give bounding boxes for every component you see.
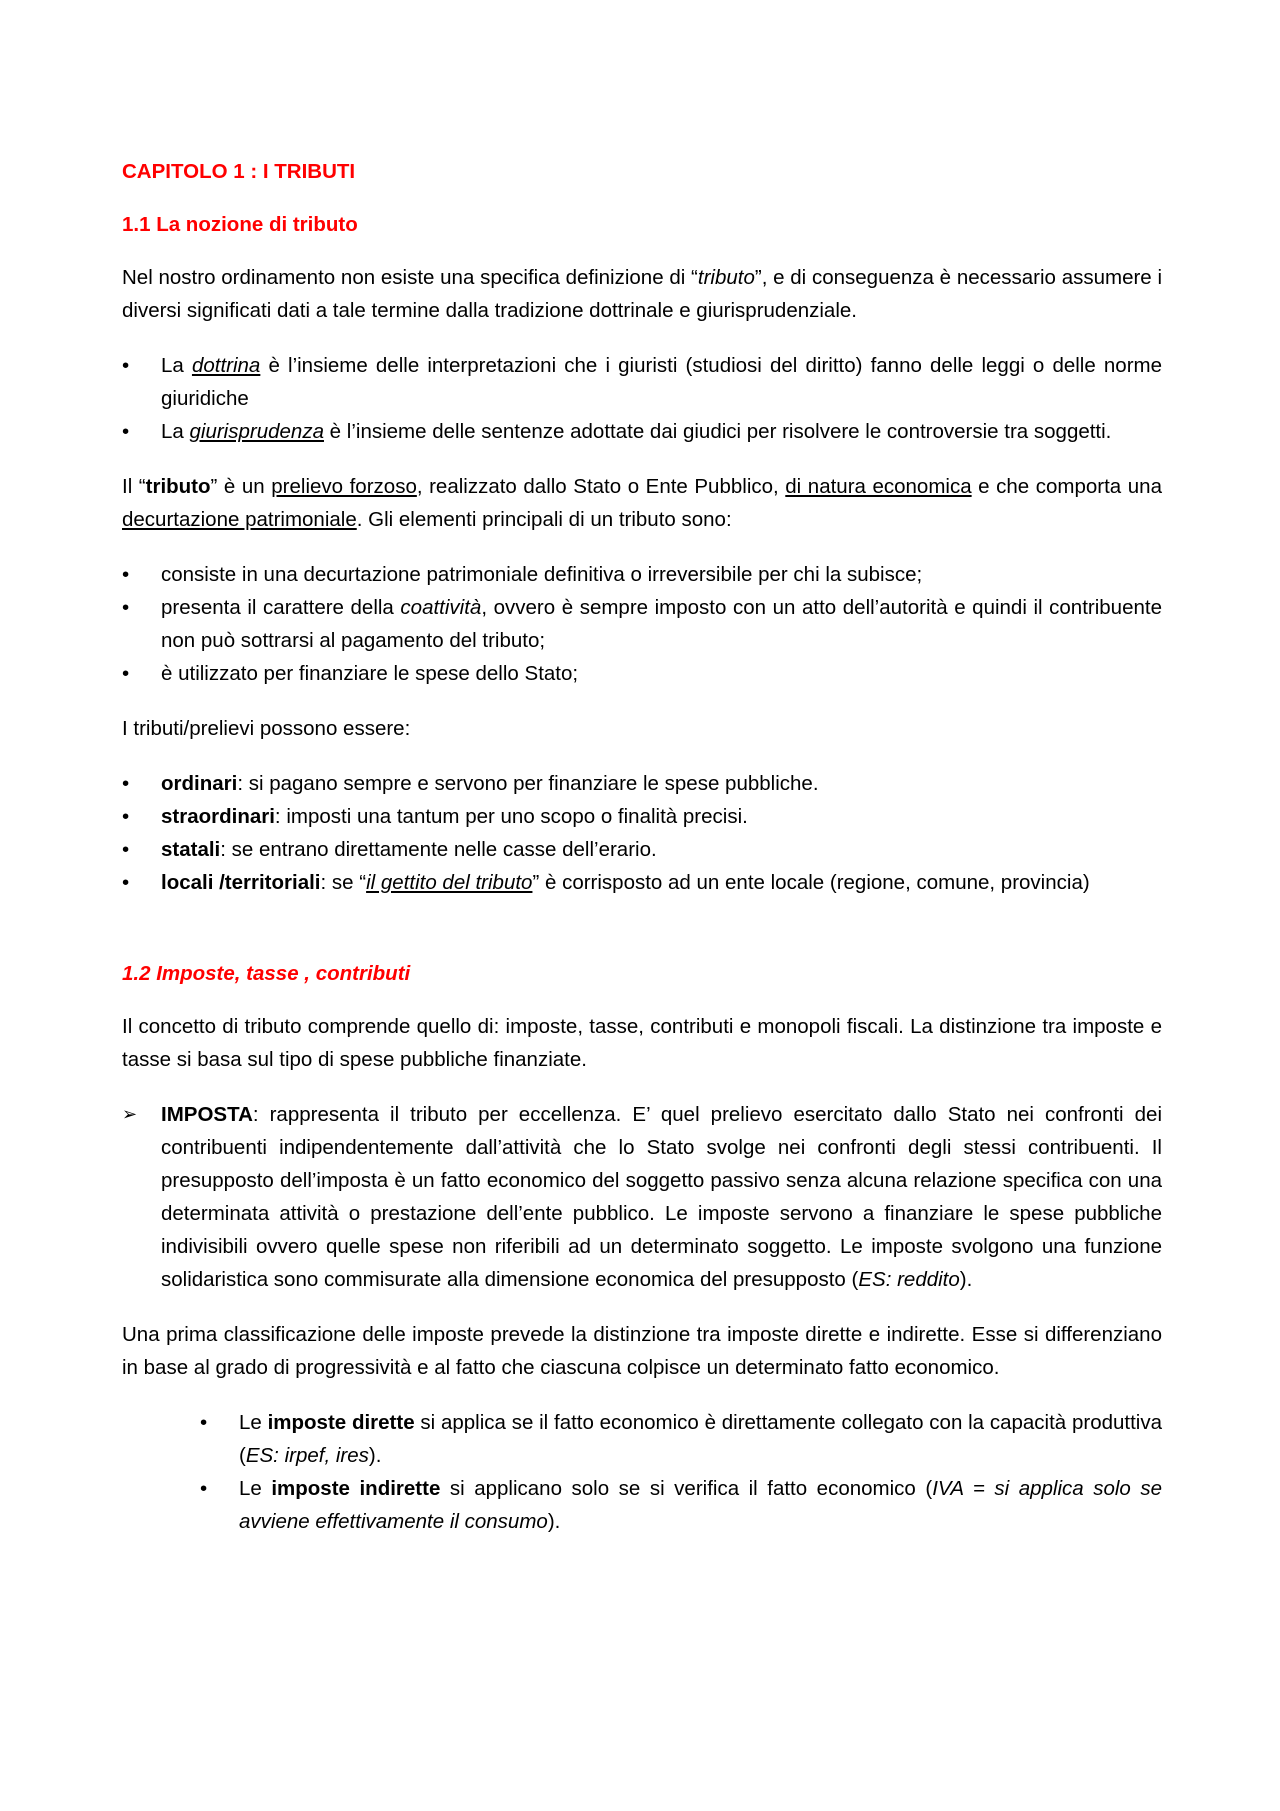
section-heading-1-2: 1.2 Imposte, tasse , contributi [122, 962, 411, 985]
types-list [122, 767, 1162, 899]
paragraph-classification: Una prima classificazione delle imposte prevede la distinzione tra imposte dirette e indirette. Esse si differenziano in base al grado di progressività e al fatto che ciascuna colpisce un determinato fatto economico. [122, 1323, 1162, 1379]
paragraph-types-intro: I tributi/prelievi possono essere: [122, 717, 411, 740]
list-item: • Le imposte dirette si applica se il fatto economico è direttamente collegato con la capacità produttiva (ES: irpef, ires). [200, 1411, 1162, 1467]
list-item: • La giurisprudenza è l’insieme delle sentenze adottate dai giudici per risolvere le controversie tra soggetti. [122, 420, 1112, 443]
arrow-bullet-icon: ➢ [122, 1104, 138, 1124]
list-item: • straordinari: imposti una tantum per uno scopo o finalità precisi. [122, 805, 748, 828]
list-item: • ordinari: si pagano sempre e servono per finanziare le spese pubbliche. [122, 772, 819, 795]
list-item: • La dottrina è l’insieme delle interpretazioni che i giuristi (studiosi del diritto) fanno delle leggi o delle norme giuridiche [122, 354, 1163, 410]
paragraph-tributo-definition: Il “tributo” è un prelievo forzoso, realizzato dallo Stato o Ente Pubblico, di natura economica e che comporta una decurtazione patrimoniale. Gli elementi principali di un tributo sono: [122, 475, 1162, 531]
imposta-list [122, 1098, 1162, 1296]
list-item: ➢ IMPOSTA: rappresenta il tributo per eccellenza. E’ quel prelievo esercitato dallo Stato nei confronti dei contribuenti indipendentemente dall’attività che lo Stato svolge nei confronti degli stessi contribuenti. Il presupposto dell’imposta è un fatto economico del soggetto passivo senza alcuna relazione specifica con una determinata attività o prestazione dell’ente pubblico. Le imposte servono a finanziare le spese pubbliche indivisibili ovvero quelle spese non riferibili ad un determinato soggetto. Le imposte svolgono una funzione solidaristica sono commisurate alla dimensione economica del presupposto (ES: reddito). [122, 1098, 1162, 1296]
list-item: • consiste in una decurtazione patrimoniale definitiva o irreversibile per chi la subisce; [122, 563, 923, 586]
chapter-title: CAPITOLO 1 : I TRIBUTI [122, 160, 356, 183]
list-item: • è utilizzato per finanziare le spese dello Stato; [122, 662, 579, 685]
section-heading-1-1: 1.1 La nozione di tributo [122, 213, 358, 236]
definition-list [122, 349, 1162, 448]
paragraph-intro: Nel nostro ordinamento non esiste una specifica definizione di “tributo”, e di conseguenza è necessario assumere i diversi significati dati a tale termine dalla tradizione dottrinale e giurisprudenziale. [122, 266, 1162, 322]
paragraph-tributo-concept: Il concetto di tributo comprende quello di: imposte, tasse, contributi e monopoli fiscali. La distinzione tra imposte e tasse si basa sul tipo di spese pubbliche finanziate. [122, 1015, 1162, 1071]
list-item: • Le imposte indirette si applicano solo se si verifica il fatto economico (IVA = si applica solo se avviene effettivamente il consumo). [200, 1477, 1162, 1533]
list-item: • statali: se entrano direttamente nelle casse dell’erario. [122, 838, 657, 861]
list-item: • locali /territoriali: se “il gettito del tributo” è corrisposto ad un ente locale (regione, comune, provincia) [122, 871, 1090, 894]
list-item: • presenta il carattere della coattività, ovvero è sempre imposto con un atto dell’autorità e quindi il contribuente non può sottrarsi al pagamento del tributo; [122, 596, 1162, 652]
imposte-kinds-list [122, 1406, 1162, 1538]
elements-list [122, 558, 1162, 690]
